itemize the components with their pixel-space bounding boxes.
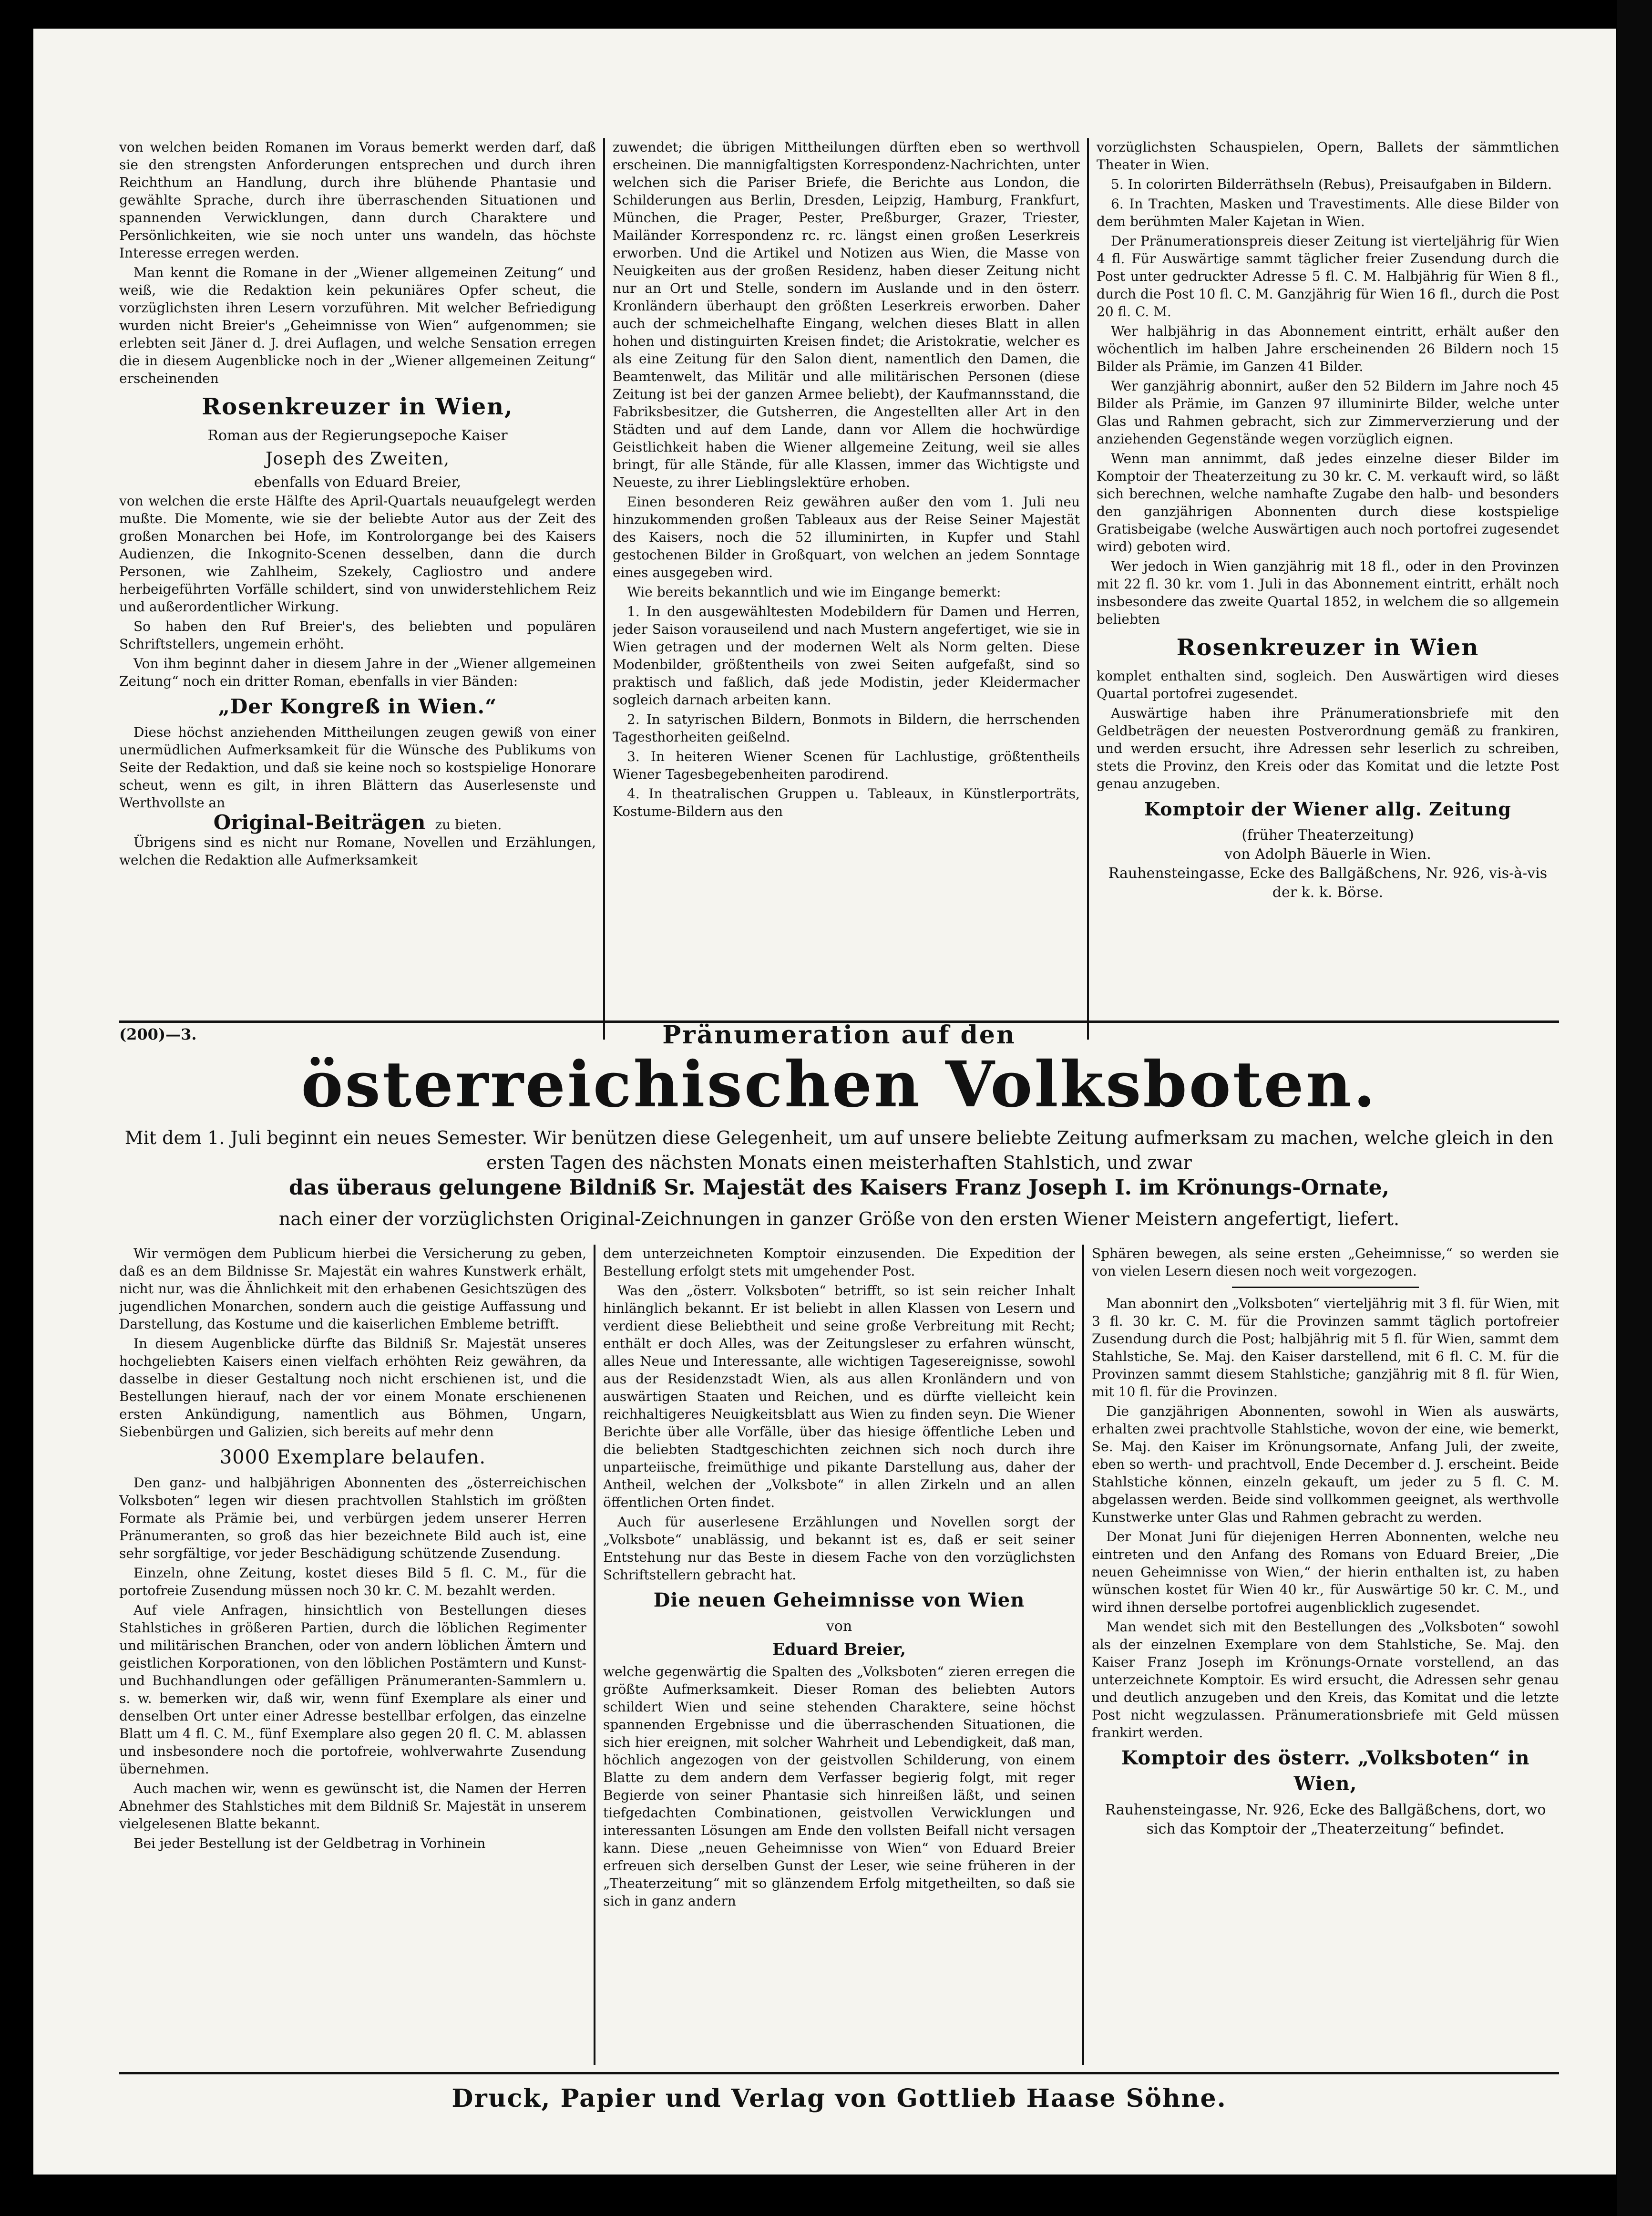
banner-small-title: Pränumeration auf den: [662, 1020, 1016, 1050]
column-divider: [1082, 1245, 1084, 2065]
address-line: Rauhensteingasse, Ecke des Ballgäßchens, Nr. 926, vis-à-vis der k. k. Börse.: [1108, 865, 1548, 901]
paragraph: Auswärtige haben ihre Pränumerationsbriefe mit den Geldbeträgen der neuesten Postverordnung gemäß zu frankiren, und werden ersucht, ihre Adressen sehr leserlich zu schreiben, stets die Provinz, den Kreis oder das Komitat und die letzte Post genau anzugeben.: [1097, 705, 1559, 792]
footer-rule: [119, 2072, 1559, 2074]
paragraph: welche gegenwärtig die Spalten des „Volksboten“ zieren erregen die größte Aufmerksamkeit. Dieser Roman des beliebten Autors schildert Wien und seine stehenden Charaktere, seine höchst spannenden Ergebnisse und die überraschenden Situationen, die sich hier ereignen, mit solcher Wahrheit und Lebendigkeit, daß man, höchlich angezogen von der geistvollen Schilderung, von einem Blatte zu dem andern dem Verfasser begierig folgt, mit reger Begierde von seiner Phantasie sich hinreißen läßt, und seinen tiefgedachten Combinationen, geistvollen Verwicklungen und interessanten Lösungen am Ende den vollsten Beifall nicht versagen kann. Diese „neuen Geheimnisse von Wien“ von Eduard Breier erfreuen sich derselben Gunst der Leser, wie seine früheren in der „Theaterzeitung“ mit so glänzendem Erfolg mitgetheilten, so daß sie sich in ganz andern: [603, 1664, 1075, 1909]
paragraph: dem unterzeichneten Komptoir einzusenden. Die Expedition der Bestellung erfolgt stets mit umgehender Post.: [603, 1246, 1075, 1279]
bottom-column-1: [119, 1245, 586, 2065]
heading-neue-geheimnisse: Die neuen Geheimnisse von Wien: [653, 1589, 1025, 1611]
list-item: 5. In colorirten Bilderräthseln (Rebus), Preisaufgaben in Bildern.: [1111, 176, 1552, 192]
subheading: Roman aus der Regierungsepoche Kaiser: [207, 427, 508, 444]
paragraph: Auch für auserlesene Erzählungen und Novellen sorgt der „Volksbote“ unablässig, und bekannt ist es, daß er seit seiner Entstehung nur das Beste in diesem Fache von den vorzüglichsten Schriftstellern gebracht hat.: [603, 1514, 1075, 1583]
paragraph: Sphären bewegen, als seine ersten „Geheimnisse,“ so werden sie von vielen Lesern diesen noch weit vorgezogen.: [1092, 1246, 1559, 1279]
top-column-3: [1097, 138, 1559, 1035]
list-item: 3. In heiteren Wiener Scenen für Lachlustige, größtentheils Wiener Tagesbegebenheiten parodirend.: [613, 749, 1080, 782]
banner-intro-1: Mit dem 1. Juli beginnt ein neues Semester. Wir benützen diese Gelegenheit, um auf unsere beliebte Zeitung aufmerksam zu machen, welche gleich in den ersten Tagen des nächsten Monats einen meisterhaften Stahlstich, und zwar: [124, 1127, 1554, 1173]
heading-3000-exemplare: 3000 Exemplare belaufen.: [219, 1446, 486, 1468]
scan-right-edge: [1617, 0, 1652, 2216]
subheading: (früher Theaterzeitung): [1242, 827, 1414, 844]
author-line: ebenfalls von Eduard Breier,: [254, 474, 462, 491]
top-column-1: [119, 138, 596, 1035]
paragraph: Wer halbjährig in das Abonnement eintritt, erhält außer den wöchentlich im halben Jahre erscheinenden 26 Bildern noch 15 Bilder als Prämie, im Ganzen 41 Bilder.: [1097, 323, 1559, 374]
paragraph: Man abonnirt den „Volksboten“ vierteljährig mit 3 fl. für Wien, mit 3 fl. 30 kr. C. M. für die Provinzen sammt täglich portofreier Zusendung durch die Post; halbjährig mit 5 fl. für Wien, sammt dem Stahlstiche, Se. Maj. den Kaiser darstellend, mit 6 fl. C. M. für die Provinzen sammt diesem Stahlstiche; ganzjährig mit 8 fl. für Wien, mit 10 fl. für die Provinzen.: [1092, 1296, 1559, 1400]
paragraph: Wer jedoch in Wien ganzjährig mit 18 fl., oder in den Provinzen mit 22 fl. 30 kr. vom 1. Juli in das Abonnement eintritt, erhält noch insbesondere das zweite Quartal 1852, in welchem die so allgemein beliebten: [1097, 558, 1559, 627]
column-divider: [594, 1245, 595, 2065]
paragraph: Einen besonderen Reiz gewähren außer den vom 1. Juli neu hinzukommenden großen Tableaux aus der Reise Seiner Majestät des Kaisers, noch die 52 illuminirten, in Kupfer und Stahl gestochenen Bilder in Großquart, von welchen an jedem Sonntage eines ausgegeben wird.: [613, 494, 1080, 580]
paragraph: Wie bereits bekanntlich und wie im Eingange bemerkt:: [627, 584, 1001, 600]
by-line: von: [826, 1618, 852, 1635]
paragraph: Man wendet sich mit den Bestellungen des „Volksboten“ sowohl als der einzelnen Exemplare von dem Stahlstiche, Se. Maj. den Kaiser Franz Joseph im Krönungs-Ornate vorstellend, an das unterzeichnete Komptoir. Es wird ersucht, die Adressen sehr genau und deutlich anzugeben und den Kreis, das Komitat und die letzte Post nicht wegzulassen. Pränumerationsbriefe mit Geld müssen frankirt werden.: [1092, 1619, 1559, 1741]
paragraph: Wenn man annimmt, daß jedes einzelne dieser Bilder im Komptoir der Theaterzeitung zu 30 kr. C. M. verkauft wird, so läßt sich berechnen, welche namhafte Zugabe den halb- und besonders den ganzjährigen Abonnenten durch diese kostspielige Gratisbeigabe (welche Auswärtigen auch noch portofrei zugesendet wird) geboten wird.: [1097, 451, 1559, 555]
ad-code: (200)—3.: [119, 1025, 197, 1043]
paragraph: zuwendet; die übrigen Mittheilungen dürften eben so werthvoll erscheinen. Die mannigfaltigsten Korrespondenz-Nachrichten, unter welchen sich die Pariser Briefe, die Berichte aus London, die Schilderungen aus Berlin, Dresden, Leipzig, Hamburg, Frankfurt, München, die Prager, Pester, Preßburger, Grazer, Triester, Mailänder Korrespondenz rc. rc. längst einen großen Leserkreis erworben. Und die Artikel und Notizen aus Wien, die Masse von Neuigkeiten aus der großen Residenz, haben dieser Zeitung nicht nur an Ort und Stelle, sondern im Auslande und in den österr. Kronländern überhaupt den größten Leserkreis erworben. Daher auch der schmeichelhafte Eingang, welchen dieses Blatt in allen hohen und distinguirten Kreisen findet; die Aristokratie, welcher es als eine Zeitung für den Salon dient, namentlich den Damen, die Beamtenwelt, das Militär und alle militärischen Personen (diese Zeitung ist bei der ganzen Armee beliebt), der Kaufmannsstand, die Fabriksbesitzer, die Gutsherren, die Angestellten aller Art in den Städten und auf dem Lande, dann vor Allem die hochwürdige Geistlichkeit haben die Wiener allgemeine Zeitung, weil sie alles bringt, für alle Stände, für alle Klassen, immer das Wichtigste und Neueste, zu ihrer Lieblingslektüre erhoben.: [613, 139, 1080, 490]
paragraph: Was den „österr. Volksboten“ betrifft, so ist sein reicher Inhalt hinlänglich bekannt. Er ist beliebt in allen Klassen von Lesern und verdient diese Beliebtheit und seine große Verbreitung mit Recht; enthält er doch Alles, was der Zeitungsleser zu erfahren wünscht, alles Neue und Interessante, alle wichtigen Tagesereignisse, sowohl aus der Residenzstadt Wien, als aus allen Kronländern und von auswärtigen Staaten und Reichen, und es dürfte vielleicht kein reichhaltigeres Neuigkeitsblatt aus Wien zu finden seyn. Die Wiener Berichte über alle Vorfälle, über das hiesige öffentliche Leben und die beliebten Stadtgeschichten zeichnen sich noch durch ihre unparteiische, freimüthige und pikante Darstellung aus, daher der Antheil, welchen der „Volksbote“ in allen Zirkeln und an allen öffentlichen Orten findet.: [603, 1283, 1075, 1510]
heading-rosenkreuzer-2: Rosenkreuzer in Wien: [1176, 634, 1479, 661]
top-column-2: [613, 138, 1080, 1035]
list-item: 4. In theatralischen Gruppen u. Tableaux, in Künstlerporträts, Kostume-Bildern aus den: [613, 786, 1080, 819]
section-separator: [1232, 1287, 1419, 1288]
original-beitraege-line: [119, 811, 596, 834]
emperor-name: Joseph des Zweiten,: [266, 449, 450, 469]
banner-intro-3: nach einer der vorzüglichsten Original-Zeichnungen in ganzer Größe von den ersten Wiener Meistern angefertigt, liefert.: [278, 1208, 1400, 1229]
heading-rosenkreuzer: Rosenkreuzer in Wien,: [202, 393, 513, 420]
list-item: 2. In satyrischen Bildern, Bonmots in Bildern, die herrschenden Tagesthorheiten geißelnd.: [613, 711, 1080, 745]
paragraph: Der Monat Juni für diejenigen Herren Abonnenten, welche neu eintreten und den Anfang des Romans von Eduard Breier, „Die neuen Geheimnisse von Wien,“ der hierin enthalten ist, zu haben wünschen kostet für Wien 40 kr., für Auswärtige 50 kr. C. M., und wird ihnen derselbe portofrei augenblicklich zugesendet.: [1092, 1529, 1559, 1615]
paragraph: Von ihm beginnt daher in diesem Jahre in der „Wiener allgemeinen Zeitung“ noch ein dritter Roman, ebenfalls in vier Bänden:: [119, 656, 596, 689]
column-divider: [603, 138, 605, 1040]
paragraph: Wir vermögen dem Publicum hierbei die Versicherung zu geben, daß es an dem Bildnisse Sr. Majestät ein wahres Kunstwerk erhält, nicht nur, was die Ähnlichkeit mit den erhabenen Gesichtszügen des jugendlichen Monarchen, sondern auch die geistige Auffassung und Darstellung, das Kostume und die kaiserlichen Embleme betrifft.: [119, 1246, 586, 1332]
list-item: 6. In Trachten, Masken und Travestiments. Alle diese Bilder von dem berühmten Maler Kajetan in Wien.: [1097, 196, 1559, 229]
banner-large-title: österreichischen Volksboten.: [301, 1048, 1377, 1122]
heading-kongress: „Der Kongreß in Wien.“: [218, 695, 497, 718]
heading-komptoir-wiener: Komptoir der Wiener allg. Zeitung: [1144, 798, 1511, 820]
publisher-line: von Adolph Bäuerle in Wien.: [1224, 846, 1431, 863]
paragraph: Einzeln, ohne Zeitung, kostet dieses Bild 5 fl. C. M., für die portofreie Zusendung müssen noch 30 kr. C. M. bezahlt werden.: [119, 1565, 586, 1598]
paragraph: komplet enthalten sind, sogleich. Den Auswärtigen wird dieses Quartal portofrei zugesendet.: [1097, 668, 1559, 701]
bottom-column-3: [1092, 1245, 1559, 2065]
column-divider: [1087, 138, 1089, 1040]
imprint-footer: Druck, Papier und Verlag von Gottlieb Haase Söhne.: [451, 2084, 1227, 2113]
address-line: Rauhensteingasse, Nr. 926, Ecke des Ballgäßchens, dort, wo sich das Komptoir der „Theaterzeitung“ befindet.: [1105, 1802, 1546, 1837]
paragraph: Bei jeder Bestellung ist der Geldbetrag in Vorhinein: [133, 1835, 486, 1851]
paragraph: Diese höchst anziehenden Mittheilungen zeugen gewiß von einer unermüdlichen Aufmerksamkeit für die Wünsche des Publikums von Seite der Redaktion, und daß sie keine noch so kostspielige Honorare scheut, wenn es gilt, in ihren Blättern das Auserlesenste und Werthvollste an: [119, 724, 596, 811]
paragraph: Wer ganzjährig abonnirt, außer den 52 Bildern im Jahre noch 45 Bilder als Prämie, im Ganzen 97 illuminirte Bilder, welche unter Glas und Rahmen gebracht, sich zur Zimmerverzierung und der anziehenden Gegenstände wegen vorzüglich eignen.: [1097, 378, 1559, 447]
banner-intro-2: das überaus gelungene Bildniß Sr. Majestät des Kaisers Franz Joseph I. im Krönungs-Ornate,: [289, 1175, 1389, 1200]
paragraph: Man kennt die Romane in der „Wiener allgemeinen Zeitung“ und weiß, wie die Redaktion kein pekuniäres Opfer scheut, die vorzüglichsten ihren Lesern vorzuführen. Mit welcher Befriedigung wurden nicht Breier's „Geheimnisse von Wien“ aufgenommen; sie erlebten seit Jäner d. J. drei Auflagen, und welche Sensation erregen die in diesem Augenblicke noch in der „Wiener allgemeinen Zeitung“ erscheinenden: [119, 265, 596, 386]
paragraph: Übrigens sind es nicht nur Romane, Novellen und Erzählungen, welchen die Redaktion alle Aufmerksamkeit: [119, 835, 596, 868]
newspaper-page: [33, 29, 1616, 2175]
paragraph: von welchen die erste Hälfte des April-Quartals neuaufgelegt werden mußte. Die Momente, wie sie der beliebte Autor aus der Zeit des großen Monarchen bei Hofe, im Kontrolorgange bei des Kaisers Audienzen, die Inkognito-Scenen desselben, dann die durch Personen, wie Zahlheim, Szekely, Cagliostro und andere herbeigeführten Vorfälle schildert, sind von unwiderstehlichem Reiz und außerordentlicher Wirkung.: [119, 493, 596, 615]
paragraph: von welchen beiden Romanen im Voraus bemerkt werden darf, daß sie den strengsten Anforderungen entsprechen und durch ihren Reichthum an Handlung, durch ihre blühende Phantasie und gewählte Sprache, durch ihre überraschenden Situationen und spannenden Verwicklungen, dann durch Charaktere und Persönlichkeiten, wie sie noch unter uns wandeln, das höchste Interesse erregen werden.: [119, 139, 596, 261]
author-name: Eduard Breier,: [772, 1640, 906, 1659]
paragraph: Der Pränumerationspreis dieser Zeitung ist vierteljährig für Wien 4 fl. Für Auswärtige sammt täglicher freier Zusendung durch die Post unter gedruckter Adresse 5 fl. C. M. Halbjährig für Wien 8 fl., durch die Post 10 fl. C. M. Ganzjährig für Wien 16 fl., durch die Post 20 fl. C. M.: [1097, 233, 1559, 320]
paragraph: Den ganz- und halbjährigen Abonnenten des „österreichischen Volksboten“ legen wir diesen prachtvollen Stahlstich im größten Formate als Prämie bei, und verbürgen jedem unserer Herren Pränumeranten, so groß das hier bezeichnete Bild auch ist, eine sehr sorgfältige, vor jeder Beschädigung schützende Zusendung.: [119, 1475, 586, 1561]
heading-komptoir-volksboten: Komptoir des österr. „Volksboten“ in Wien,: [1121, 1747, 1530, 1795]
heading-original-beitraege: Original-Beiträgen: [213, 811, 426, 834]
paragraph: Auf viele Anfragen, hinsichtlich von Bestellungen dieses Stahlstiches in größeren Partien, durch die löblichen Regimenter und militärischen Branchen, oder von andern löblichen Ämtern und geistlichen Korporationen, von den löblichen Postämtern und Kunst- und Buchhandlungen oder gefälligen Pränumeranten-Sammlern u. s. w. bemerken wir, daß wir, wenn fünf Exemplare als einer und denselben Ort unter einer Adresse bestellbar erfolgen, das einzelne Blatt um 4 fl. C. M., fünf Exemplare also gegen 20 fl. C. M. ablassen und insbesondere noch die portofreie, wohlverwahrte Zusendung übernehmen.: [119, 1602, 586, 1777]
paragraph: Auch machen wir, wenn es gewünscht ist, die Namen der Herren Abnehmer des Stahlstiches mit dem Bildniß Sr. Majestät in unserem vielgelesenen Blatte bekannt.: [119, 1781, 586, 1832]
paragraph: In diesem Augenblicke dürfte das Bildniß Sr. Majestät unseres hochgeliebten Kaisers einen vielfach erhöhten Reiz gewähren, da dasselbe in dieser Gestaltung noch nicht erschienen ist, und die Bestellungen hierauf, nach der vor einem Monate erschienenen ersten Ankündigung, namentlich aus Böhmen, Ungarn, Siebenbürgen und Galizien, sich bereits auf mehr denn: [119, 1336, 586, 1440]
paragraph: So haben den Ruf Breier's, des beliebten und populären Schriftstellers, ungemein erhöht.: [119, 618, 596, 652]
paragraph: vorzüglichsten Schauspielen, Opern, Ballets der sämmtlichen Theater in Wien.: [1097, 139, 1559, 173]
paragraph: Die ganzjährigen Abonnenten, sowohl in Wien als auswärts, erhalten zwei prachtvolle Stahlstiche, wovon der eine, wie bemerkt, Se. Maj. den Kaiser im Krönungsornate, Anfang Juli, der zweite, eben so werth- und prachtvoll, Ende December d. J. erscheint. Beide Stahlstiche können, einzeln gekauft, um jeder zu 5 fl. C. M. abgelassen werden. Beide sind vollkommen geeignet, als werthvolle Kunstwerke unter Glas und Rahmen gebracht zu werden.: [1092, 1403, 1559, 1525]
list-item: 1. In den ausgewähltesten Modebildern für Damen und Herren, jeder Saison vorauseilend und nach Mustern angefertiget, wie sie in Wien getragen und der modernen Welt als Norm gelten. Diese Modenbilder, größtentheils von zwei Seiten aufgefaßt, sind so praktisch und faßlich, daß jede Modistin, jeder Kleidermacher sogleich darnach arbeiten kann.: [613, 604, 1080, 708]
text-fragment: zu bieten.: [435, 817, 502, 833]
bottom-column-2: [603, 1245, 1075, 2065]
